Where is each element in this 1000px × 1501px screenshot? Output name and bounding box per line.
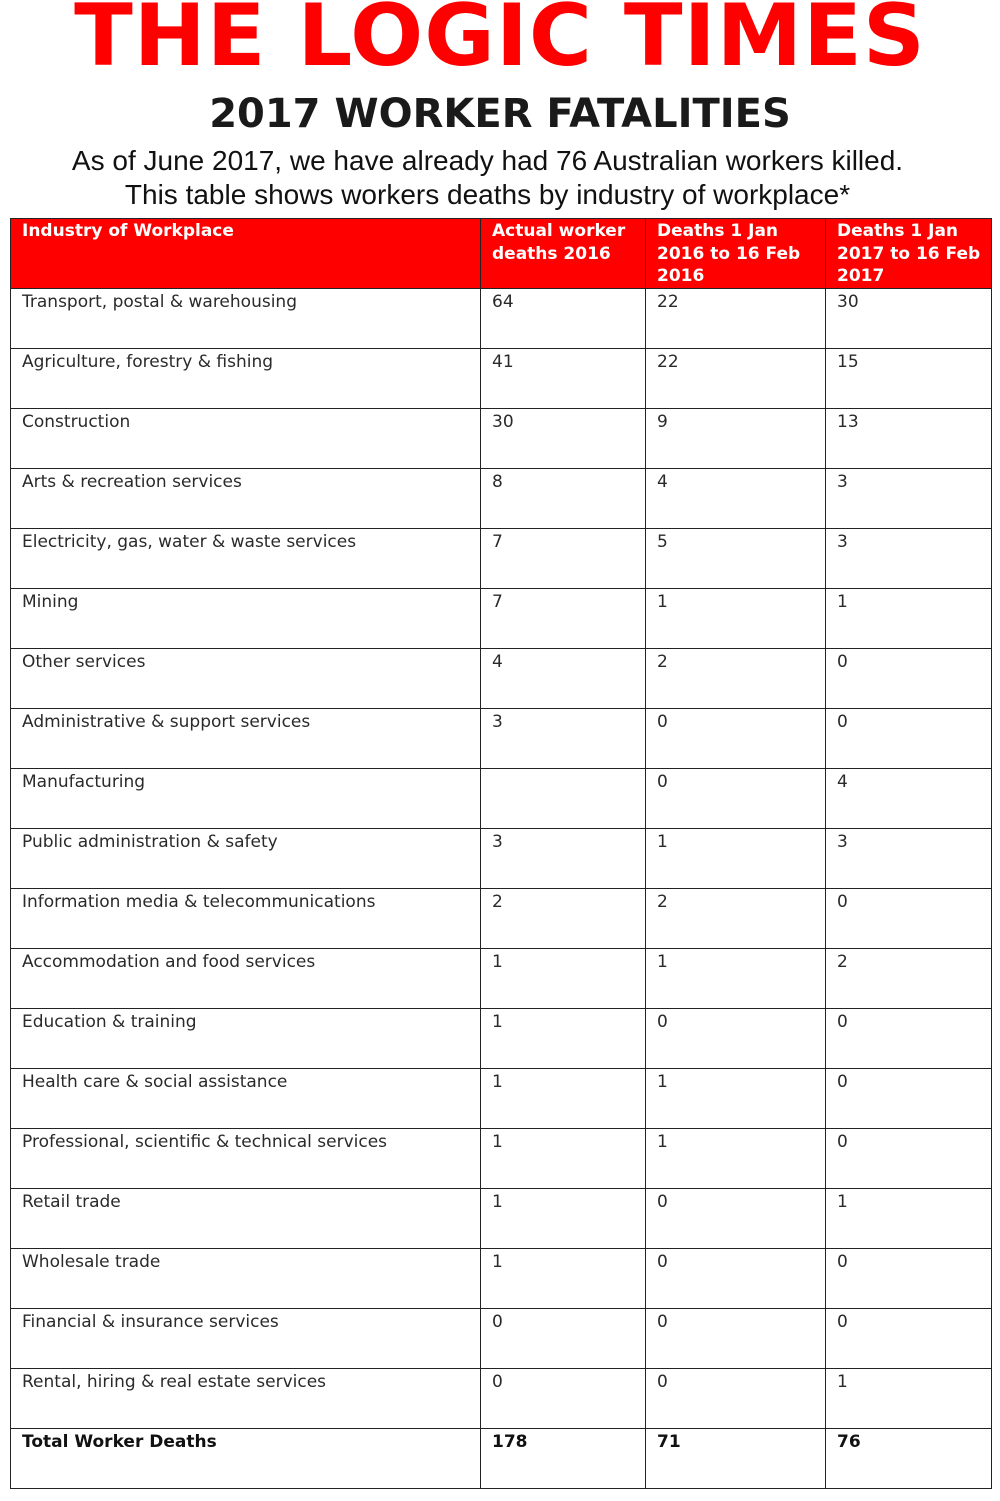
table-row: [11, 648, 992, 708]
period-2017-cell: 0: [826, 1008, 992, 1068]
header-industry: Industry of Workplace: [11, 219, 481, 289]
total-label: Total Worker Deaths: [11, 1428, 481, 1488]
table-row: [11, 948, 992, 1008]
industry-cell: Construction: [11, 408, 481, 468]
industry-cell: Administrative & support services: [11, 708, 481, 768]
period-2017-cell: 3: [826, 828, 992, 888]
actual-2016-cell: 4: [481, 648, 646, 708]
fatalities-table: [10, 218, 992, 1489]
table-row: [11, 288, 992, 348]
industry-cell: Education & training: [11, 1008, 481, 1068]
total-row: [11, 1428, 992, 1488]
period-2016-cell: 2: [646, 648, 826, 708]
period-2016-cell: 2: [646, 888, 826, 948]
period-2017-cell: 1: [826, 588, 992, 648]
period-2017-cell: 0: [826, 1308, 992, 1368]
period-2017-cell: 0: [826, 1248, 992, 1308]
actual-2016-cell: 64: [481, 288, 646, 348]
period-2016-cell: 1: [646, 948, 826, 1008]
period-2016-cell: 4: [646, 468, 826, 528]
period-2016-cell: 1: [646, 1068, 826, 1128]
industry-cell: Public administration & safety: [11, 828, 481, 888]
industry-cell: Rental, hiring & real estate services: [11, 1368, 481, 1428]
actual-2016-cell: 3: [481, 708, 646, 768]
actual-2016-cell: 1: [481, 1128, 646, 1188]
period-2017-cell: 15: [826, 348, 992, 408]
industry-cell: Professional, scientific & technical services: [11, 1128, 481, 1188]
actual-2016-cell: 30: [481, 408, 646, 468]
industry-cell: Mining: [11, 588, 481, 648]
industry-cell: Agriculture, forestry & fishing: [11, 348, 481, 408]
table-row: [11, 528, 992, 588]
period-2016-cell: 0: [646, 1188, 826, 1248]
actual-2016-cell: 3: [481, 828, 646, 888]
period-2016-cell: 0: [646, 1368, 826, 1428]
period-2016-cell: 0: [646, 768, 826, 828]
table-body: [11, 288, 992, 1488]
masthead-title: THE LOGIC TIMES: [74, 0, 926, 86]
headline: 2017 WORKER FATALITIES: [209, 91, 791, 137]
header-actual-2016: Actual worker deaths 2016: [481, 219, 646, 289]
industry-cell: Information media & telecommunications: [11, 888, 481, 948]
intro-text: [0, 144, 975, 212]
industry-cell: Transport, postal & warehousing: [11, 288, 481, 348]
table-row: [11, 888, 992, 948]
industry-cell: Retail trade: [11, 1188, 481, 1248]
actual-2016-cell: 7: [481, 528, 646, 588]
intro-line-1: As of June 2017, we have already had 76 Australian workers killed.: [71, 145, 904, 176]
industry-cell: Financial & insurance services: [11, 1308, 481, 1368]
actual-2016-cell: 1: [481, 1008, 646, 1068]
actual-2016-cell: 8: [481, 468, 646, 528]
period-2017-cell: 4: [826, 768, 992, 828]
table-row: [11, 1188, 992, 1248]
period-2016-cell: 1: [646, 1128, 826, 1188]
actual-2016-cell: 41: [481, 348, 646, 408]
industry-cell: Other services: [11, 648, 481, 708]
period-2017-cell: 3: [826, 468, 992, 528]
period-2017-cell: 1: [826, 1188, 992, 1248]
total-period-2016: 71: [646, 1428, 826, 1488]
actual-2016-cell: 1: [481, 1188, 646, 1248]
period-2016-cell: 0: [646, 1008, 826, 1068]
industry-cell: Electricity, gas, water & waste services: [11, 528, 481, 588]
table-row: [11, 408, 992, 468]
actual-2016-cell: 1: [481, 1068, 646, 1128]
total-actual-2016: 178: [481, 1428, 646, 1488]
period-2016-cell: 1: [646, 828, 826, 888]
table-row: [11, 1008, 992, 1068]
period-2016-cell: 5: [646, 528, 826, 588]
period-2017-cell: 0: [826, 888, 992, 948]
table-row: [11, 708, 992, 768]
period-2017-cell: 13: [826, 408, 992, 468]
period-2017-cell: 30: [826, 288, 992, 348]
period-2016-cell: 1: [646, 588, 826, 648]
actual-2016-cell: 1: [481, 948, 646, 1008]
table-row: [11, 828, 992, 888]
table-header: [11, 219, 992, 289]
period-2017-cell: 2: [826, 948, 992, 1008]
table-row: [11, 1308, 992, 1368]
industry-cell: Wholesale trade: [11, 1248, 481, 1308]
period-2017-cell: 0: [826, 708, 992, 768]
table-row: [11, 588, 992, 648]
table-row: [11, 1248, 992, 1308]
period-2016-cell: 0: [646, 708, 826, 768]
table-row: [11, 1128, 992, 1188]
total-period-2017: 76: [826, 1428, 992, 1488]
industry-cell: Manufacturing: [11, 768, 481, 828]
header-row: [11, 219, 992, 289]
table-row: [11, 1068, 992, 1128]
period-2017-cell: 0: [826, 648, 992, 708]
period-2016-cell: 22: [646, 348, 826, 408]
industry-cell: Health care & social assistance: [11, 1068, 481, 1128]
actual-2016-cell: 0: [481, 1308, 646, 1368]
period-2017-cell: 3: [826, 528, 992, 588]
header-2016-period: Deaths 1 Jan 2016 to 16 Feb 2016: [646, 219, 826, 289]
period-2016-cell: 0: [646, 1248, 826, 1308]
period-2017-cell: 0: [826, 1128, 992, 1188]
industry-cell: Arts & recreation services: [11, 468, 481, 528]
table-row: [11, 768, 992, 828]
table-row: [11, 468, 992, 528]
period-2016-cell: 0: [646, 1308, 826, 1368]
industry-cell: Accommodation and food services: [11, 948, 481, 1008]
header-2017-period: Deaths 1 Jan 2017 to 16 Feb 2017: [826, 219, 992, 289]
period-2017-cell: 0: [826, 1068, 992, 1128]
actual-2016-cell: 2: [481, 888, 646, 948]
table-row: [11, 1368, 992, 1428]
actual-2016-cell: [481, 768, 646, 828]
intro-line-2: This table shows workers deaths by industry of workplace*: [124, 179, 851, 210]
actual-2016-cell: 1: [481, 1248, 646, 1308]
period-2016-cell: 22: [646, 288, 826, 348]
period-2016-cell: 9: [646, 408, 826, 468]
actual-2016-cell: 0: [481, 1368, 646, 1428]
actual-2016-cell: 7: [481, 588, 646, 648]
table-row: [11, 348, 992, 408]
period-2017-cell: 1: [826, 1368, 992, 1428]
